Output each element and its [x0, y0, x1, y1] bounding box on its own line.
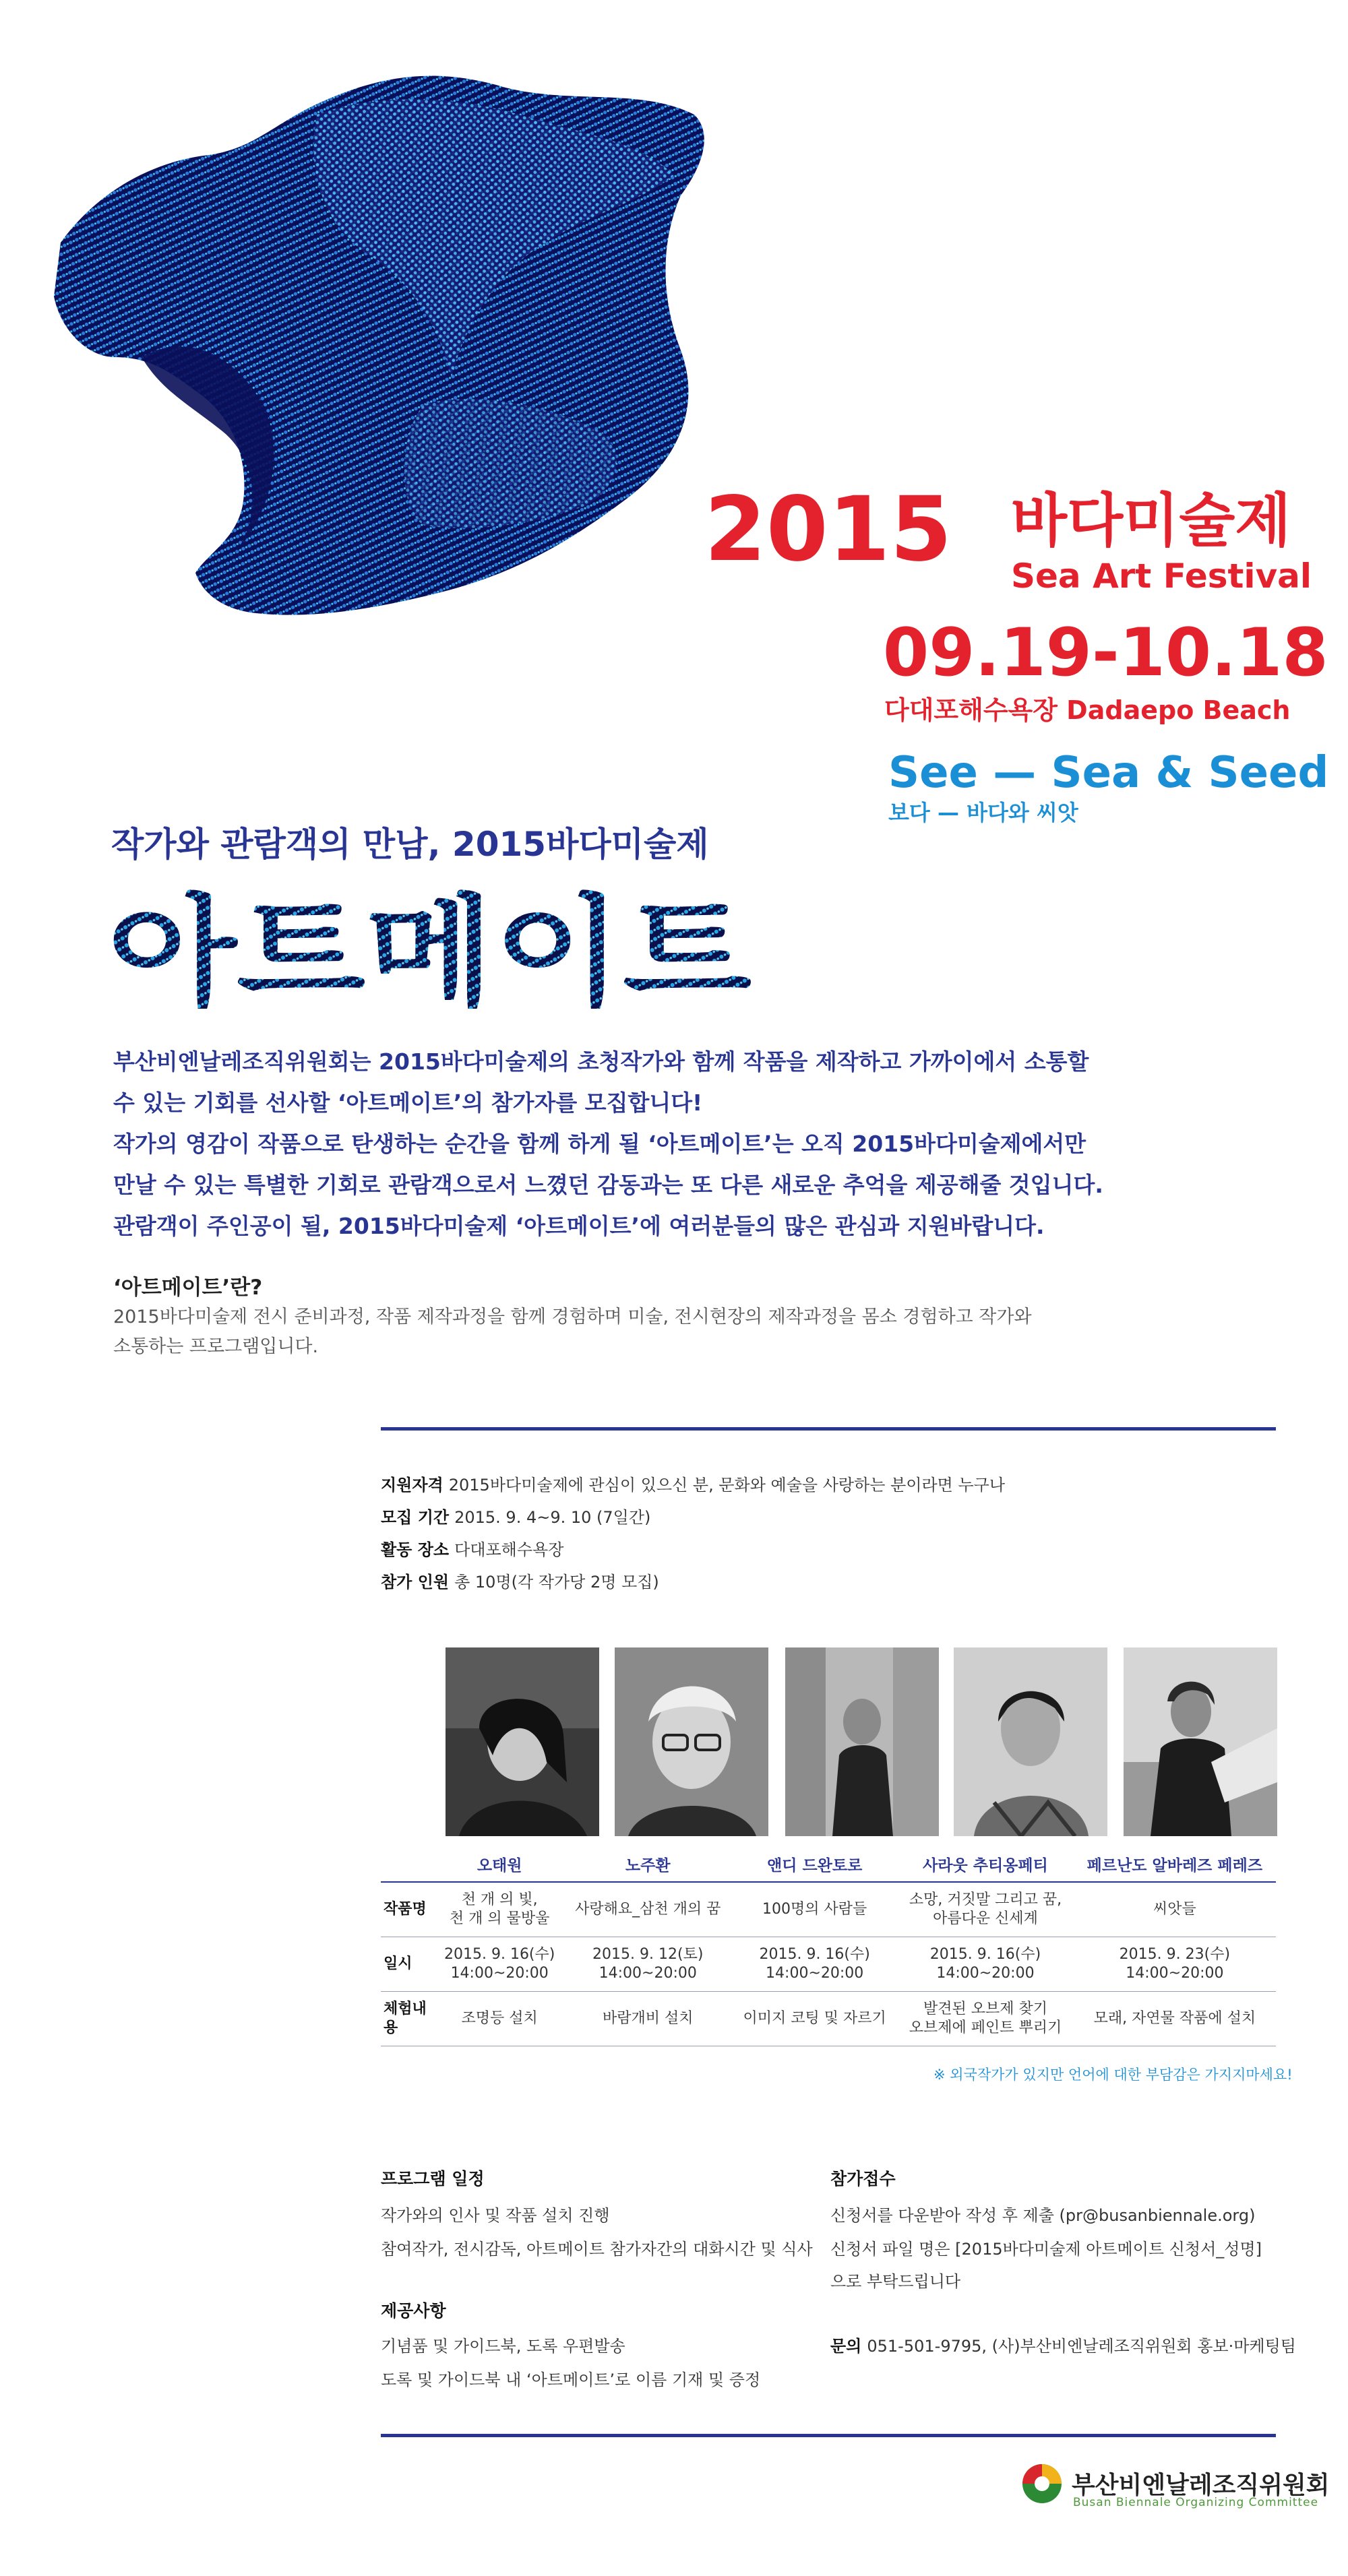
contact-info — [830, 2333, 1296, 2356]
artist-photo — [615, 1647, 768, 1836]
intro-line: 작가의 영감이 작품으로 탄생하는 순간을 함께 하게 될 ‘아트메이트’는 오직 2015바다미술제에서만 — [113, 1131, 1086, 1157]
work-cell: 소망, 거짓말 그리고 꿈, 아름다운 신세계 — [897, 1882, 1073, 1937]
page-subtitle: 작가와 관람객의 만남, 2015바다미술제 — [111, 825, 709, 864]
activity-cell: 바람개비 설치 — [563, 1992, 732, 2046]
schedule-heading: 프로그램 일정 — [381, 2169, 485, 2189]
festival-venue: 다대포해수욕장 Dadaepo Beach — [884, 695, 1291, 725]
info-label: 참가 인원 — [381, 1573, 450, 1592]
row-label: 작품명 — [381, 1882, 435, 1937]
artist-photo — [446, 1647, 599, 1836]
work-cell: 천 개 의 빛, 천 개 의 물방울 — [435, 1882, 563, 1937]
whatis-line: 소통하는 프로그램입니다. — [113, 1336, 319, 1357]
date-cell: 2015. 9. 23(수) 14:00~20:00 — [1074, 1937, 1276, 1992]
info-label: 지원자격 — [381, 1476, 443, 1495]
work-cell: 100명의 사람들 — [732, 1882, 897, 1937]
artist-photo — [1124, 1647, 1277, 1836]
schedule-item: 참여작가, 전시감독, 아트메이트 참가자간의 대화시간 및 식사 — [381, 2240, 813, 2259]
festival-title-ko: 바다미술제 — [1011, 487, 1291, 555]
page-title-artmate — [108, 886, 755, 1011]
intro-line: 수 있는 기회를 선사할 ‘아트메이트’의 참가자를 모집합니다! — [113, 1090, 703, 1116]
artist-name: 앤디 드완토로 — [732, 1846, 897, 1882]
page-title-text: 아트메이트 — [108, 886, 752, 1011]
table-header-row — [381, 1846, 1276, 1882]
festival-year: 2015 — [704, 478, 952, 582]
busan-biennale-logo-icon — [1021, 2463, 1063, 2505]
activity-cell: 발견된 오브제 찾기 오브제에 페인트 뿌리기 — [897, 1992, 1073, 2046]
festival-dates: 09.19-10.18 — [883, 615, 1328, 691]
org-name-en: Busan Biennale Organizing Committee — [1073, 2496, 1319, 2509]
artist-photo — [785, 1647, 939, 1836]
intro-line: 관람객이 주인공이 될, 2015바다미술제 ‘아트메이트’에 여러분들의 많은 관심과 지원바랍니다. — [113, 1213, 1045, 1239]
work-cell: 씨앗들 — [1074, 1882, 1276, 1937]
date-cell: 2015. 9. 16(수) 14:00~20:00 — [435, 1937, 563, 1992]
artist-name: 페르난도 알바레즈 페레즈 — [1074, 1846, 1276, 1882]
apply-item: 으로 부탁드립니다 — [830, 2272, 961, 2291]
intro-paragraph — [113, 1041, 1259, 1247]
intro-line: 만날 수 있는 특별한 기회로 관람객으로서 느꼈던 감동과는 또 다른 새로운 추억을 제공해줄 것입니다. — [113, 1172, 1103, 1198]
info-value: 2015. 9. 4~9. 10 (7일간) — [454, 1508, 651, 1527]
date-cell: 2015. 9. 16(수) 14:00~20:00 — [897, 1937, 1073, 1992]
language-note: ※ 외국작가가 있지만 언어에 대한 부담감은 가지지마세요! — [933, 2067, 1293, 2083]
info-value: 2015바다미술제에 관심이 있으신 분, 문화와 예술을 사랑하는 분이라면 누구나 — [448, 1476, 1006, 1495]
info-row — [381, 1534, 1005, 1566]
hero-brush-artwork — [34, 40, 728, 667]
activity-cell: 이미지 코팅 및 자르기 — [732, 1992, 897, 2046]
artist-table — [381, 1846, 1276, 2046]
festival-theme-en: See — Sea & Seed — [888, 748, 1329, 798]
info-label: 활동 장소 — [381, 1540, 450, 1559]
provide-item: 기념품 및 가이드북, 도록 우편발송 — [381, 2337, 625, 2356]
provide-item: 도록 및 가이드북 내 ‘아트메이트’로 이름 기재 및 증정 — [381, 2370, 761, 2389]
row-label: 체험내용 — [381, 1992, 435, 2046]
apply-heading: 참가접수 — [830, 2169, 896, 2189]
artist-photo — [954, 1647, 1107, 1836]
whatis-line: 2015바다미술제 전시 준비과정, 작품 제작과정을 함께 경험하며 미술, 전시현장의 제작과정을 몸소 경험하고 작가와 — [113, 1307, 1032, 1327]
date-cell: 2015. 9. 16(수) 14:00~20:00 — [732, 1937, 897, 1992]
row-label: 일시 — [381, 1937, 435, 1992]
provide-heading: 제공사항 — [381, 2301, 446, 2321]
table-corner — [381, 1846, 435, 1882]
section-divider — [381, 1427, 1276, 1431]
info-value: 총 10명(각 작가당 2명 모집) — [454, 1573, 659, 1592]
festival-title-en: Sea Art Festival — [1011, 557, 1312, 596]
table-row — [381, 1992, 1276, 2046]
org-name-ko: 부산비엔날레조직위원회 — [1072, 2472, 1330, 2499]
festival-theme-ko: 보다 — 바다와 씨앗 — [888, 800, 1078, 825]
info-label: 모집 기간 — [381, 1508, 450, 1527]
activity-cell: 모래, 자연물 작품에 설치 — [1074, 1992, 1276, 2046]
activity-cell: 조명등 설치 — [435, 1992, 563, 2046]
whatis-heading: ‘아트메이트’란? — [113, 1276, 263, 1300]
contact-value: 051-501-9795, (사)부산비엔날레조직위원회 홍보·마케팅팀 — [867, 2337, 1296, 2356]
work-cell: 사랑해요_삼천 개의 꿈 — [563, 1882, 732, 1937]
info-row — [381, 1469, 1005, 1501]
apply-item: 신청서를 다운받아 작성 후 제출 (pr@busanbiennale.org) — [830, 2206, 1256, 2225]
intro-line: 부산비엔날레조직위원회는 2015바다미술제의 초청작가와 함께 작품을 제작하고 가까이에서 소통할 — [113, 1048, 1089, 1075]
contact-label: 문의 — [830, 2337, 862, 2356]
table-row — [381, 1882, 1276, 1937]
info-value: 다대포해수욕장 — [454, 1540, 564, 1559]
apply-item: 신청서 파일 명은 [2015바다미술제 아트메이트 신청서_성명] — [830, 2240, 1262, 2259]
artist-name: 사라웃 추티옹페티 — [897, 1846, 1073, 1882]
artist-name: 노주환 — [563, 1846, 732, 1882]
date-cell: 2015. 9. 12(토) 14:00~20:00 — [563, 1937, 732, 1992]
table-row — [381, 1937, 1276, 1992]
info-row — [381, 1501, 1005, 1534]
recruit-info — [381, 1469, 1005, 1598]
schedule-item: 작가와의 인사 및 작품 설치 진행 — [381, 2206, 610, 2225]
artist-name: 오태원 — [435, 1846, 563, 1882]
whatis-description — [113, 1302, 1192, 1362]
bottom-divider — [381, 2434, 1276, 2437]
info-row — [381, 1566, 1005, 1598]
